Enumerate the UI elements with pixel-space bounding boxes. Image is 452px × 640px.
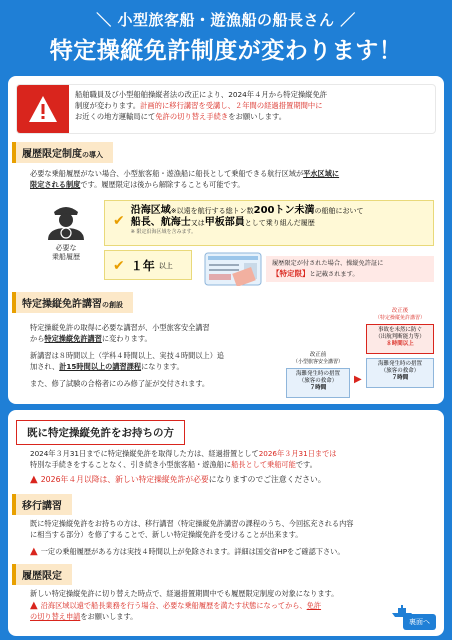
before-label: 改正前 — [309, 352, 327, 358]
sec5-warn-b: 免許 — [306, 601, 322, 610]
sec3-heading — [16, 420, 185, 445]
sec3-title: 既に特定操縦免許をお持ちの方 — [16, 420, 185, 445]
sec2-p2b: 加され、 — [30, 362, 60, 371]
after-box-line1: 海難発生時の措置 — [377, 361, 422, 367]
warning-triangle-icon: ▲ — [30, 474, 38, 485]
after-add-box — [366, 324, 434, 354]
after-add-hours: ８時間以上 — [386, 341, 414, 347]
sec3-warning — [30, 474, 434, 485]
check-icon: ✔ — [113, 212, 125, 229]
notice-text — [69, 85, 435, 133]
sec5-p1: 新しい特定操縦免許に切り替えた時点で、経過措置期間中でも履歴限定制度の対象になります。 — [30, 589, 339, 598]
cond1d: の船舶において — [314, 207, 364, 215]
sec2-p1b: から — [30, 334, 45, 343]
sec1-p1c: 限定される制度 — [30, 180, 81, 189]
cond-note: ※ 限定沿海区域を含みます。 — [130, 229, 197, 235]
person-label-line1: 必要な — [55, 244, 77, 252]
notice-line3c: をお願いします。 — [228, 112, 287, 121]
after-add-line2: （出航判断能力等） — [375, 334, 425, 340]
sec2-p1c: 特定操縦免許講習 — [44, 334, 102, 343]
sec4-p1: 既に特定操縦免許をお持ちの方は、移行講習（特定操縦免許講習の課程のうち、今回拡充される内容 — [30, 519, 354, 528]
sec2-heading — [12, 292, 133, 313]
sec2-title: 特定操縦免許講習 — [22, 299, 102, 310]
after-name: （特定操縦免許講習） — [374, 315, 425, 321]
person-label — [36, 244, 96, 262]
captain-icon — [44, 200, 88, 240]
sec4-warn: 一定の乗船履歴がある方は実技４時間以上が免除されます。詳細は国交省HPをご確認下さい。 — [40, 547, 345, 556]
sec5-heading — [12, 564, 72, 585]
before-name: （小型旅客安全講習） — [292, 359, 343, 365]
notice-line3b: 免許の切り替え手続き — [155, 112, 229, 121]
sec1-p1d: です。履歴限定は後から解除することも可能です。 — [80, 180, 245, 189]
sec5-warn-d: をお願いします。 — [80, 612, 138, 621]
after-hours: ７時間 — [391, 375, 409, 381]
sec4-p2: に相当する部分）を修了することで、新しい特定操縦免許を受けることが出来ます。 — [30, 530, 303, 539]
license-card-icon — [204, 252, 264, 286]
after-add-line1: 事故を未然に防ぐ — [377, 327, 422, 333]
sec3-p1e: です。 — [295, 460, 317, 469]
notice-line3a: お近くの地方運輸局にて — [75, 112, 156, 121]
sec2-title-suffix: の創設 — [102, 301, 123, 309]
before-hours: ７時間 — [309, 385, 327, 391]
after-column — [366, 308, 434, 388]
condition-box — [104, 200, 434, 246]
cond2b: 又は — [190, 219, 205, 227]
sec3-warn-b: になりますのでご注意ください。 — [208, 475, 326, 484]
notice-line2a: 制度が変わります。 — [75, 101, 141, 110]
license-note-tag: 【特定限】 — [272, 269, 310, 278]
license-note-line1: 履歴限定が付された場合、操縦免許証に — [272, 260, 384, 267]
sec5-title: 履歴限定 — [12, 564, 72, 585]
sec1-title: 履歴限定制度 — [22, 149, 82, 160]
year-box — [104, 250, 192, 280]
cond2c: 甲板部員 — [204, 217, 245, 228]
sec1-p1a: 必要な乗船履歴がない場合、小型旅客船・遊漁船に船長として乗船できる航行区域が — [30, 169, 304, 178]
course-diagram — [286, 308, 436, 398]
sec2-p2d: になります。 — [141, 362, 184, 371]
sec3-p1a: 2024年３月31日までに特定操縦免許を取得した方は、経過措置として — [30, 449, 259, 458]
warning-triangle-icon-3: ▲ — [30, 600, 38, 611]
warning-triangle-icon-2: ▲ — [30, 546, 38, 557]
sec1-text — [30, 168, 434, 190]
sec2-p2a: 新講習は８時間以上（学科４時間以上、実技４時間以上）追 — [30, 351, 225, 360]
year-suffix: 以上 — [158, 261, 173, 270]
sec3-text — [30, 448, 434, 470]
sec3-p1c: 特別な手続きをすることなく、引き続き小型旅客船・遊漁船に — [30, 460, 232, 469]
captain-figure — [36, 200, 96, 262]
sec4-heading — [12, 494, 72, 515]
sec2-p1d: に変わります。 — [101, 334, 152, 343]
arrow-right-icon: ▶ — [354, 374, 362, 385]
warning-icon — [17, 85, 69, 133]
license-note-line2: と記載されます。 — [309, 271, 359, 278]
after-box — [366, 358, 434, 388]
sec2-p1a: 特定操縦免許の取得に必要な講習が、小型旅客安全講習 — [30, 323, 210, 332]
sec5-text — [30, 588, 440, 599]
header-subtitle: ＼ 小型旅客船・遊漁船の船長さん ／ — [96, 11, 356, 29]
person-label-line2: 乗船履歴 — [52, 253, 80, 261]
sec3-p1d: 船長として乗船可能 — [231, 460, 296, 469]
notice-box — [16, 84, 436, 134]
sec5-warn-a: 沿海区域以遠で船長業務を行う場合、必要な乗船履歴を満たす状態になってから、 — [40, 601, 307, 610]
before-box-line1: 海難発生時の措置 — [295, 371, 340, 377]
sec1-p1b: 平水区域に — [303, 169, 340, 178]
before-column — [286, 352, 350, 398]
sec4-title: 移行講習 — [12, 494, 72, 515]
cond2a: 船長、航海士 — [130, 217, 191, 228]
sec3-p1b: 2026年３月31日までは — [258, 449, 337, 458]
next-page-button[interactable]: 裏面へ — [403, 614, 436, 630]
sec1-heading — [12, 142, 113, 163]
header-title: 特定操縦免許制度が変わります！ — [49, 38, 403, 64]
license-card-image — [204, 252, 264, 286]
before-box-line2: （旅客の救命） — [298, 378, 338, 384]
card-upper — [8, 76, 444, 404]
sec4-warning — [30, 546, 440, 557]
license-note-box — [266, 256, 434, 282]
sec5-warning — [30, 600, 410, 622]
after-box-line2: （旅客の救命） — [380, 368, 420, 374]
notice-line2b: 計画的に移行講習を受講し、２年間の経過措置期間中に — [140, 101, 323, 110]
sec2-p2c: 計15時間以上の講習課程 — [59, 362, 142, 371]
sec2-text — [30, 322, 284, 389]
sec3-warn-a: 2026年４月以降は、新しい特定操縦免許が必要 — [40, 475, 209, 484]
cond1a: 沿海区域 — [130, 205, 171, 216]
cond1c: 200トン未満 — [253, 205, 315, 216]
sec2-p3: また、修了試験の合格者にのみ修了証が交付されます。 — [30, 379, 210, 388]
sec1-title-suffix: の導入 — [82, 151, 103, 159]
cond2d: として乗り組んだ履歴 — [244, 219, 315, 227]
notice-line1: 船舶職員及び小型船舶操縦者法の改正により、2024年４月から特定操縦免許 — [75, 90, 328, 99]
header — [8, 10, 444, 68]
card-lower — [8, 410, 444, 636]
check-icon-2: ✔ — [113, 257, 125, 274]
sec4-text — [30, 518, 440, 540]
year-value: １年 — [130, 259, 155, 273]
cond1b: ※以遠を航行する総トン数 — [170, 207, 254, 215]
sec5-warn-c: の切り替え申請 — [30, 612, 81, 621]
after-label: 改正後 — [391, 308, 409, 314]
before-box — [286, 368, 350, 398]
